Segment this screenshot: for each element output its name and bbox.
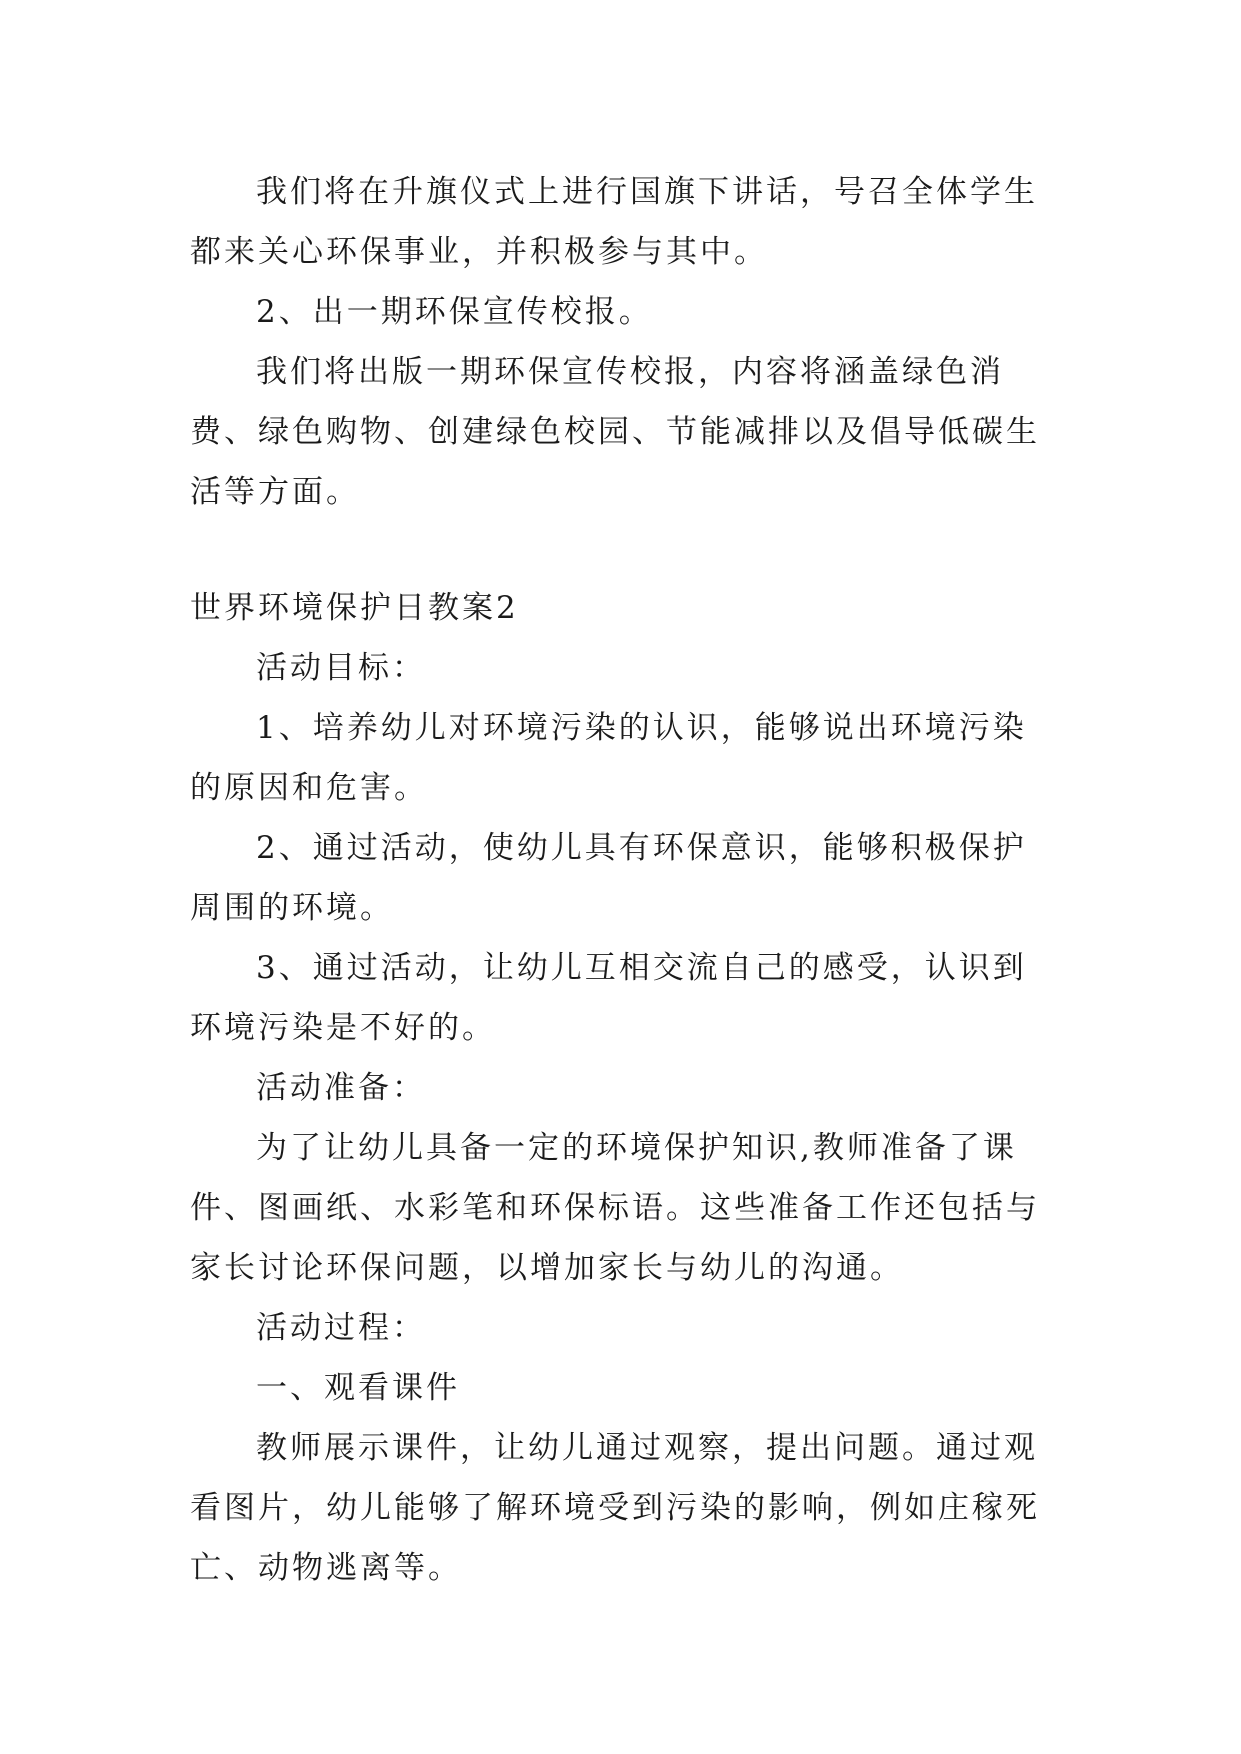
paragraph-speech: 我们将在升旗仪式上进行国旗下讲话，号召全体学生都来关心环保事业，并积极参与其中。 bbox=[190, 174, 1038, 270]
paragraph-preparation-heading: 活动准备： bbox=[256, 1070, 426, 1106]
section-title: 世界环境保护日教案2 bbox=[190, 590, 519, 626]
paragraph-goal-2: 2、通过活动，使幼儿具有环保意识，能够积极保护周围的环境。 bbox=[190, 830, 1027, 926]
document-body bbox=[190, 162, 1050, 1598]
paragraph-preparation: 为了让幼儿具备一定的环境保护知识,教师准备了课件、图画纸、水彩笔和环保标语。这些准备工作还包括与家长讨论环保问题，以增加家长与幼儿的沟通。 bbox=[190, 1130, 1040, 1286]
paragraph-item-school-newspaper: 2、出一期环保宣传校报。 bbox=[256, 294, 653, 330]
paragraph-process-heading: 活动过程： bbox=[256, 1310, 426, 1346]
paragraph-newspaper-content: 我们将出版一期环保宣传校报，内容将涵盖绿色消费、绿色购物、创建绿色校园、节能减排以及倡导低碳生活等方面。 bbox=[190, 354, 1040, 510]
paragraph-step-1-body: 教师展示课件，让幼儿通过观察，提出问题。通过观看图片，幼儿能够了解环境受到污染的影响，例如庄稼死亡、动物逃离等。 bbox=[190, 1430, 1040, 1586]
paragraph-goals-heading: 活动目标： bbox=[256, 650, 426, 686]
paragraph-step-1-title: 一、观看课件 bbox=[256, 1370, 460, 1406]
paragraph-goal-1: 1、培养幼儿对环境污染的认识，能够说出环境污染的原因和危害。 bbox=[190, 710, 1027, 806]
paragraph-goal-3: 3、通过活动，让幼儿互相交流自己的感受，认识到环境污染是不好的。 bbox=[190, 950, 1027, 1046]
